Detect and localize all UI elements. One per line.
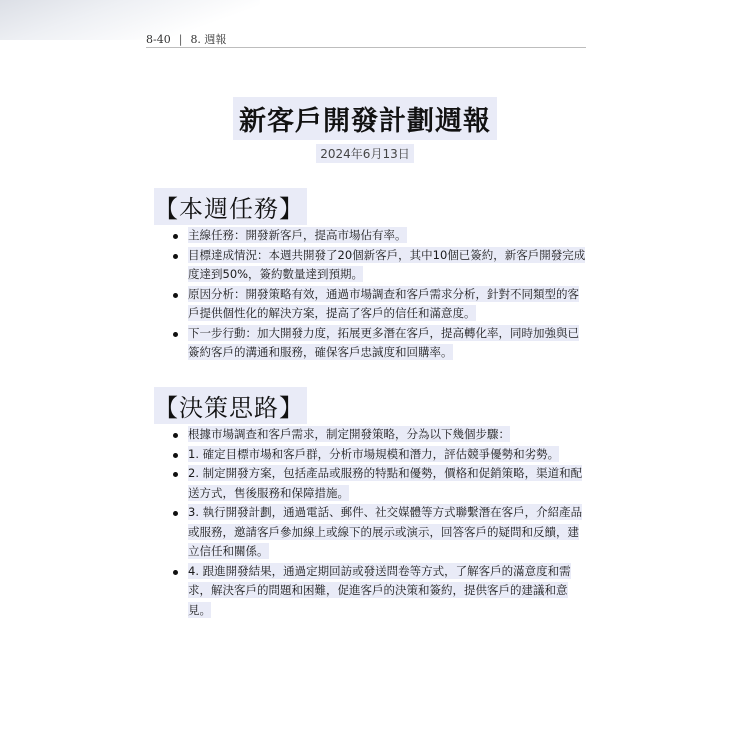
section-heading-decision-approach	[154, 387, 307, 424]
list-item	[170, 445, 588, 465]
list-item	[170, 285, 588, 324]
section-heading-text: 【決策思路】	[154, 387, 307, 424]
list-item	[170, 503, 588, 562]
header-rule	[146, 47, 586, 48]
list-item-text: 下一步行動：加大開發力度，拓展更多潛在客戶，提高轉化率，同時加強與已簽約客戶的溝通和服務，確保客戶忠誠度和回購率。	[188, 325, 579, 359]
list-item-text: 2. 制定開發方案，包括產品或服務的特點和優勢，價格和促銷策略，渠道和配送方式，售後服務和保障措施。	[188, 466, 583, 500]
list-item-text: 根據市場調查和客戶需求，制定開發策略，分為以下幾個步驟：	[188, 427, 510, 441]
list-item-text: 主線任務：開發新客戶，提高市場佔有率。	[188, 228, 407, 242]
list-item-text: 目標達成情況：本週共開發了20個新客戶，其中10個已簽約，新客戶開發完成度達到50%，簽約數量達到預期。	[188, 247, 586, 281]
document-date-text: 2024年6月13日	[316, 144, 413, 163]
list-item-text: 4. 跟進開發結果，通過定期回訪或發送問卷等方式，了解客戶的滿意度和需求，解決客戶的問題和困難，促進客戶的決策和簽約，提供客戶的建議和意見。	[188, 563, 571, 617]
document-date	[0, 143, 730, 163]
list-item	[170, 226, 588, 246]
list-item	[170, 246, 588, 285]
list-item	[170, 562, 588, 621]
weekly-tasks-list	[170, 226, 588, 363]
list-item-text: 3. 執行開發計劃，通過電話、郵件、社交媒體等方式聯繫潛在客戶，介紹產品或服務，邀請客戶參加線上或線下的展示或演示，回答客戶的疑問和反饋，建立信任和關係。	[188, 505, 583, 558]
list-item-text: 1. 確定目標市場和客戶群，分析市場規模和潛力，評估競爭優勢和劣勢。	[188, 446, 560, 461]
chapter-label: 8. 週報	[190, 33, 227, 46]
list-item-text: 原因分析：開發策略有效，通過市場調查和客戶需求分析，針對不同類型的客戶提供個性化的解決方案，提高了客戶的信任和滿意度。	[188, 286, 579, 320]
section-heading-text: 【本週任務】	[154, 188, 307, 225]
list-item	[170, 324, 588, 363]
running-header	[146, 31, 226, 47]
page-number: 8-40	[146, 32, 171, 46]
header-separator: |	[178, 32, 183, 46]
section-heading-weekly-tasks	[154, 188, 307, 225]
list-item	[170, 464, 588, 503]
document-title	[0, 97, 730, 140]
document-title-text: 新客戶開發計劃週報	[233, 97, 497, 140]
list-item	[170, 425, 588, 445]
decision-approach-list	[170, 425, 588, 620]
